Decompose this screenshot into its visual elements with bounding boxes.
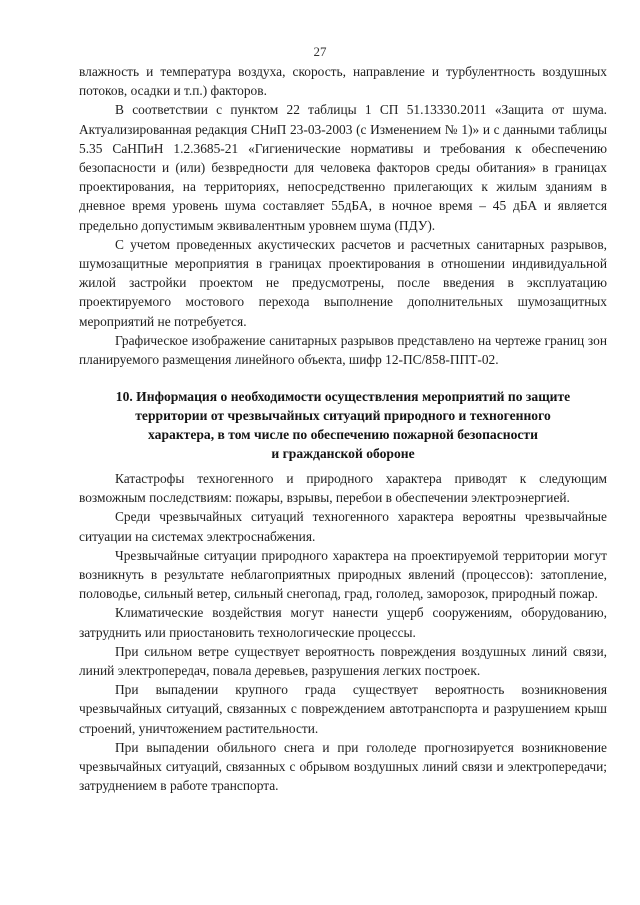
paragraph-noise-norms: В соответствии с пунктом 22 таблицы 1 СП 51.13330.2011 «Защита от шума. Актуализированная редакция СНиП 23-03-2003 (с Изменением № 1)» и с данными таблицы 5.35 СаНПиН 1.2.3685-21 «Гигиенические нормативы и требования к обеспечению безопасности и (или) безвредности для человека факторов среды обитания» в границах проектирования, на территориях, непосредственно прилегающих к жилым зданиям в дневное время уровень шума составляет 55дБА, в ночное время – 45 дБА и является предельно допустимым эквивалентным уровнем шума (ПДУ). [79, 102, 607, 233]
paragraph-climatic: Климатические воздействия могут нанести ущерб сооружениям, оборудованию, затруднить или приостановить технологические процессы. [79, 605, 607, 640]
paragraph-natural: Чрезвычайные ситуации природного характера на проектируемой территории могут возникнуть в результате неблагоприятных природных явлений (процессов): затопление, половодье, сильный ветер, сильный снегопад, град, гололед, заморозок, природный пожар. [79, 547, 607, 602]
paragraph-wind: При сильном ветре существует вероятность повреждения воздушных линий связи, линий электропередач, повала деревьев, разрушения легких построек. [79, 643, 607, 679]
heading-line: характера, в том числе по обеспечению пожарной безопасности [148, 427, 538, 442]
paragraph-factors-end: влажность и температура воздуха, скорость, направление и турбулентность воздушных потоков, осадки и т.п.) факторов. [79, 64, 607, 99]
section-emergency-text [79, 469, 607, 795]
paragraph-sanitary-drawing: Графическое изображение санитарных разрывов представлено на чертеже границ зон планируемого размещения линейного объекта, шифр 12-ПС/858-ППТ-02. [79, 332, 607, 368]
paragraph-snow-ice: При выпадении обильного снега и при гололеде прогнозируется возникновение чрезвычайных ситуаций, связанных с обрывом воздушных линий связи и электропередачи; затруднением в работе транспорта. [79, 739, 607, 794]
heading-line: и гражданской обороне [271, 446, 415, 461]
page-number: 27 [313, 44, 327, 59]
section-heading [79, 387, 607, 463]
section-noise-text [79, 62, 607, 369]
paragraph-hail: При выпадении крупного града существует вероятность возникновения чрезвычайных ситуаций, связанных с повреждением автотранспорта и разрушением крыш строений, уничтожением растительности. [79, 682, 607, 736]
heading-line: 10. Информация о необходимости осуществления мероприятий по защите [115, 389, 571, 404]
paragraph-noise-measures: С учетом проведенных акустических расчетов и расчетных санитарных разрывов, шумозащитные мероприятия в границах проектирования в отношении индивидуальной жилой застройки проектом не предусмотрены, после введения в эксплуатацию проектируемого мостового перехода выполнение дополнительных шумозащитных мероприятий не потребуется. [79, 236, 607, 329]
heading-line: территории от чрезвычайных ситуаций природного и техногенного [135, 408, 551, 423]
paragraph-technogenic: Среди чрезвычайных ситуаций техногенного характера вероятны чрезвычайные ситуации на системах электроснабжения. [79, 509, 607, 544]
paragraph-consequences: Катастрофы техногенного и природного характера приводят к следующим возможным последствиям: пожары, взрывы, перебои в обеспечении электроэнергией. [79, 471, 607, 506]
